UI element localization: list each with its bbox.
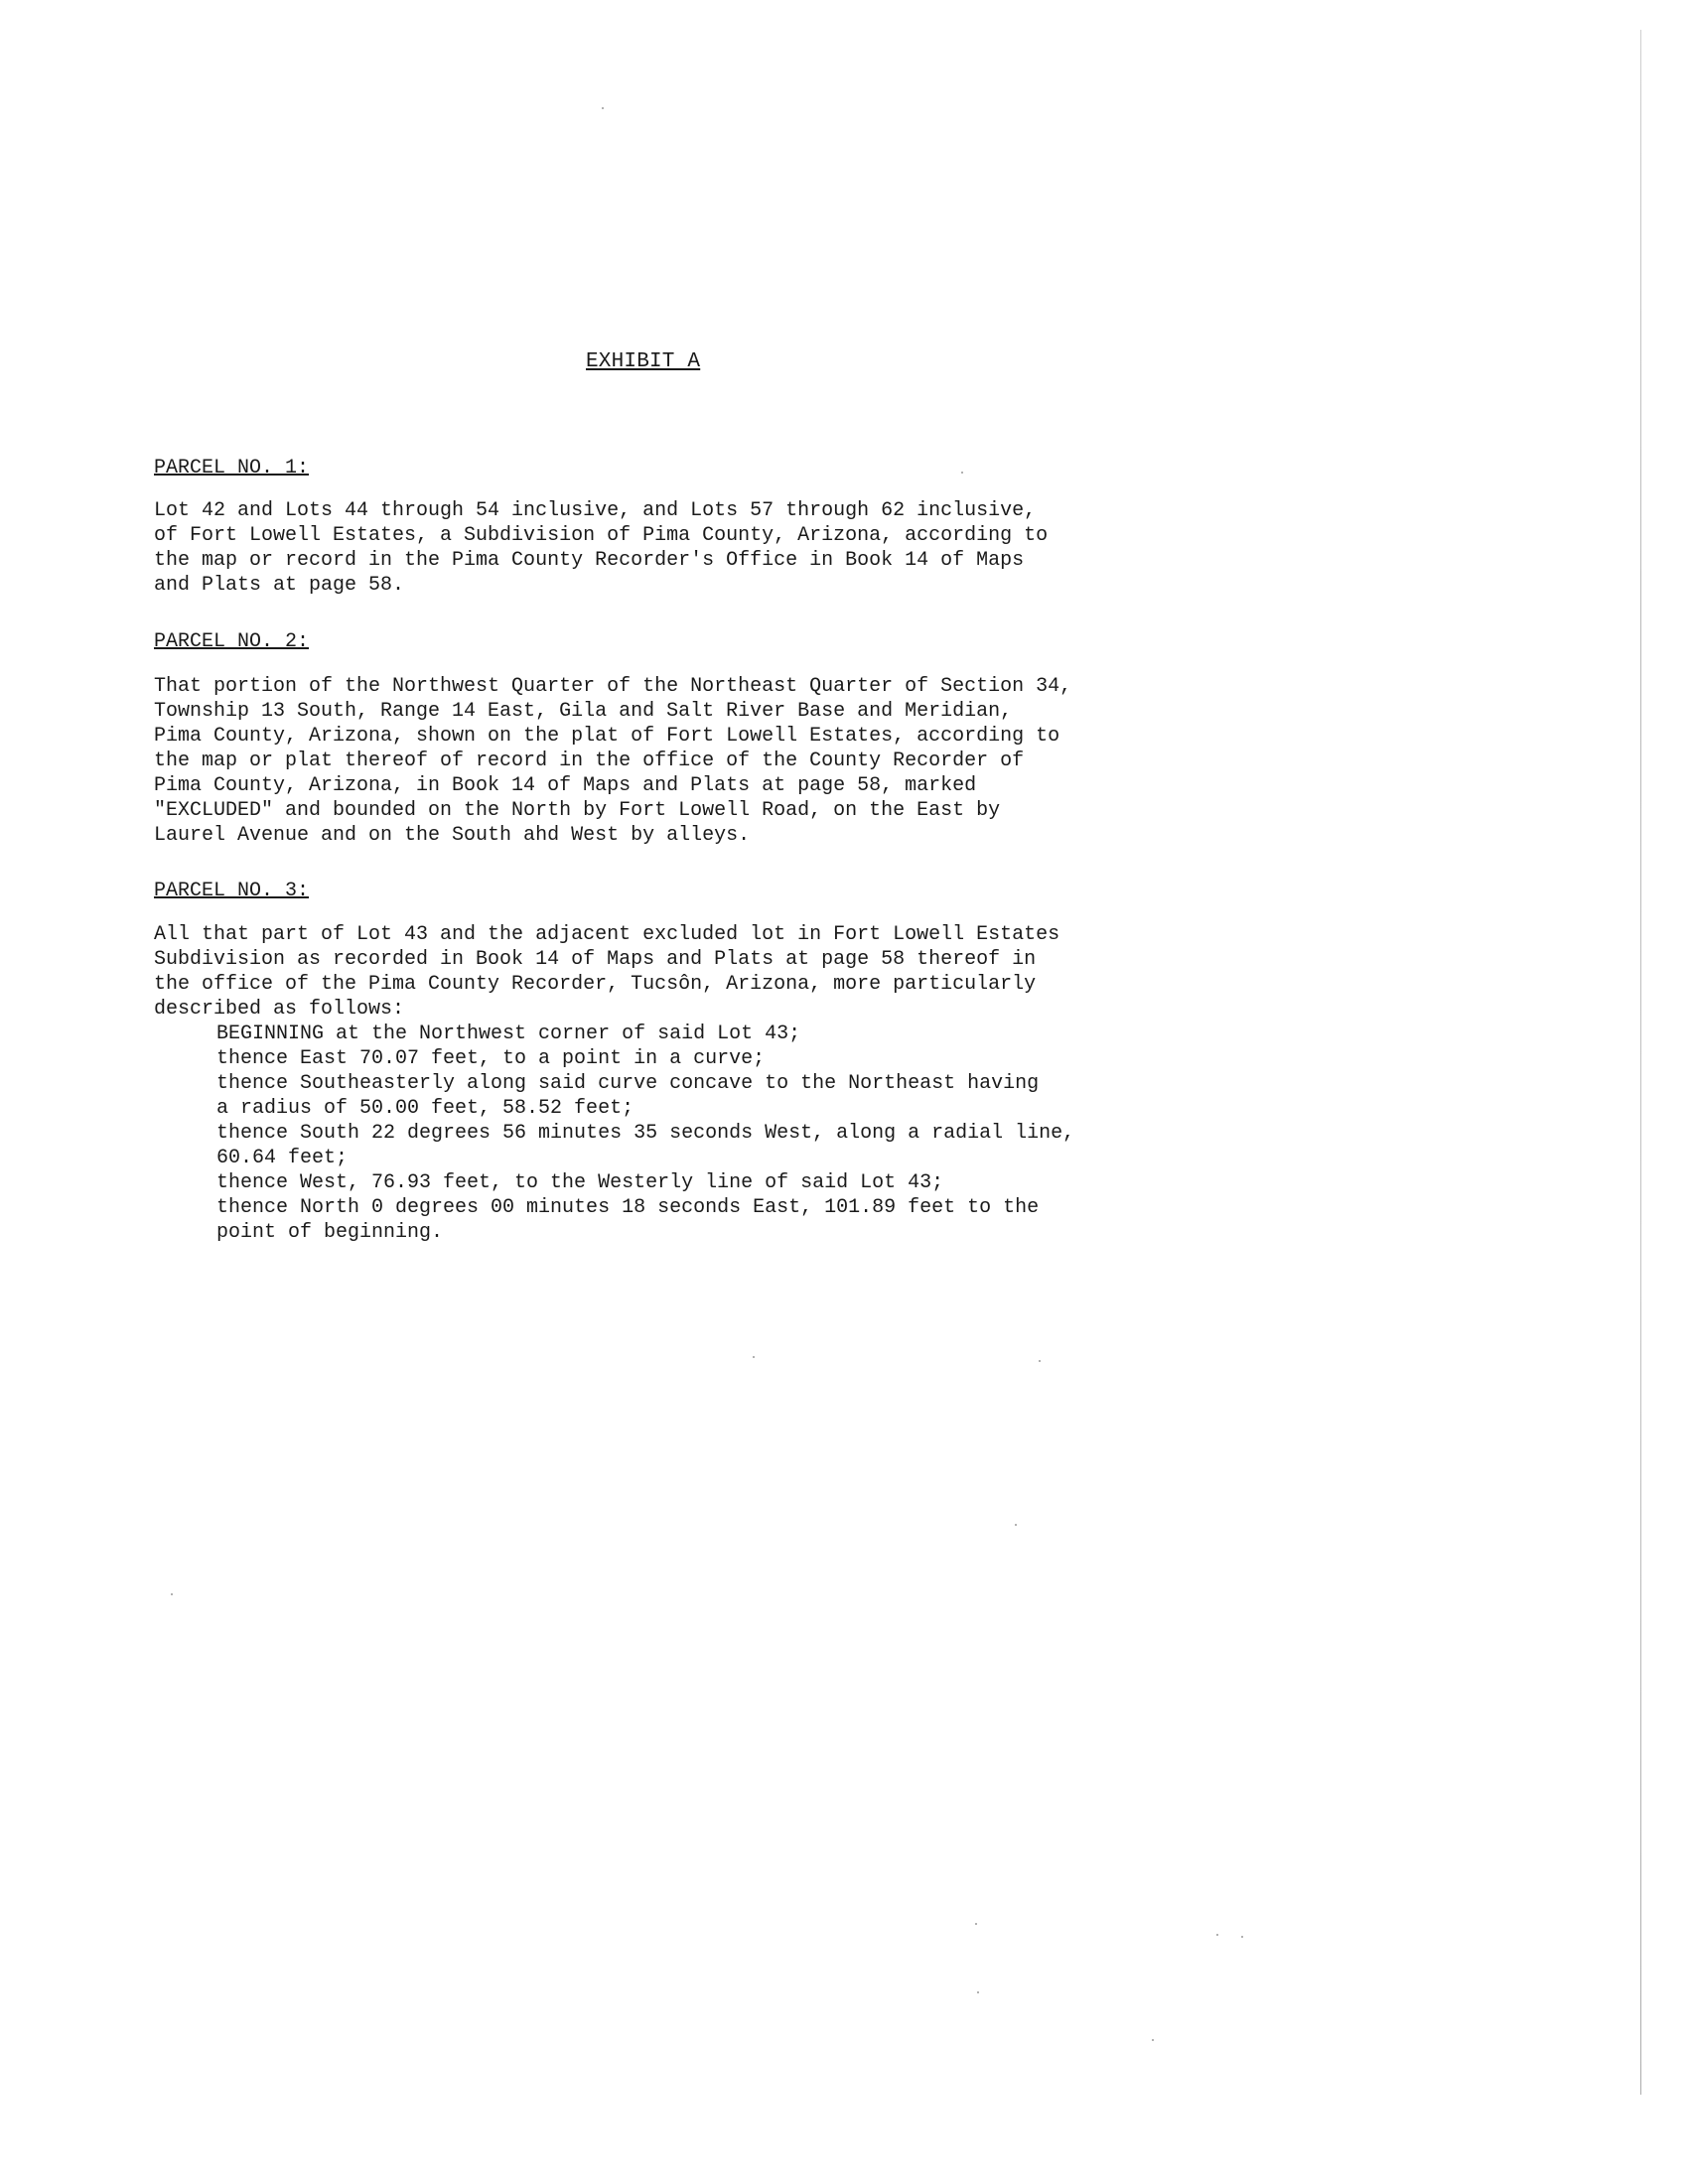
parcel-3-course-line: thence West, 76.93 feet, to the Westerly line of said Lot 43;: [216, 1171, 944, 1194]
scan-speck: [171, 1593, 173, 1595]
parcel-1-line: Lot 42 and Lots 44 through 54 inclusive, and Lots 57 through 62 inclusive,: [154, 499, 1037, 522]
parcel-1-line: of Fort Lowell Estates, a Subdivision of Pima County, Arizona, according to: [154, 524, 1049, 547]
parcel-3-course-line: 60.64 feet;: [216, 1147, 349, 1169]
parcel-2-line: the map or plat thereof of record in the office of the County Recorder of: [154, 750, 1025, 772]
parcel-2-description: [154, 674, 1071, 848]
parcel-1-line: the map or record in the Pima County Recorder's Office in Book 14 of Maps: [154, 549, 1025, 572]
parcel-3-course-line: thence South 22 degrees 56 minutes 35 seconds West, along a radial line,: [216, 1122, 1075, 1145]
scan-speck: [753, 1356, 755, 1358]
scan-edge-line: [1640, 30, 1641, 2095]
document-title: EXHIBIT A: [586, 350, 701, 373]
scan-speck: [1152, 2039, 1154, 2041]
parcel-3-course-line: thence East 70.07 feet, to a point in a curve;: [216, 1047, 766, 1070]
parcel-3-course-line: thence Southeasterly along said curve concave to the Northeast having: [216, 1072, 1040, 1095]
scan-speck: [1015, 1524, 1017, 1526]
scan-speck: [975, 1923, 977, 1925]
parcel-2-line: Laurel Avenue and on the South ahd West by alleys.: [154, 824, 751, 847]
parcel-3-course-line: BEGINNING at the Northwest corner of said Lot 43;: [216, 1023, 801, 1045]
scan-speck: [977, 1991, 979, 1993]
parcel-3-course-line: thence North 0 degrees 00 minutes 18 seconds East, 101.89 feet to the: [216, 1196, 1040, 1219]
parcel-3-line: described as follows:: [154, 998, 405, 1021]
scan-speck: [1241, 1936, 1243, 1938]
scan-speck: [602, 107, 604, 109]
scan-speck: [1039, 1360, 1041, 1362]
parcel-2-line: Pima County, Arizona, in Book 14 of Maps and Plats at page 58, marked: [154, 774, 977, 797]
parcel-1-description: [154, 498, 1048, 598]
parcel-3-line: All that part of Lot 43 and the adjacent excluded lot in Fort Lowell Estates: [154, 923, 1060, 946]
parcel-3-line: Subdivision as recorded in Book 14 of Maps and Plats at page 58 thereof in: [154, 948, 1037, 971]
parcel-3-course-line: a radius of 50.00 feet, 58.52 feet;: [216, 1097, 634, 1120]
parcel-3-heading: PARCEL NO. 3:: [154, 880, 310, 902]
parcel-3-line: the office of the Pima County Recorder, Tucsôn, Arizona, more particularly: [154, 973, 1037, 996]
parcel-2-line: Township 13 South, Range 14 East, Gila and Salt River Base and Meridian,: [154, 700, 1013, 723]
parcel-2-heading: PARCEL NO. 2:: [154, 630, 310, 653]
parcel-2-line: That portion of the Northwest Quarter of the Northeast Quarter of Section 34,: [154, 675, 1072, 698]
parcel-1-line: and Plats at page 58.: [154, 574, 405, 597]
parcel-1-heading: PARCEL NO. 1:: [154, 457, 310, 479]
parcel-3-description: [154, 922, 1074, 1245]
parcel-2-line: "EXCLUDED" and bounded on the North by Fort Lowell Road, on the East by: [154, 799, 1001, 822]
parcel-3-course-line: point of beginning.: [216, 1221, 444, 1244]
scan-speck: [961, 472, 963, 474]
parcel-2-line: Pima County, Arizona, shown on the plat of Fort Lowell Estates, according to: [154, 725, 1060, 748]
scan-speck: [1216, 1934, 1218, 1936]
